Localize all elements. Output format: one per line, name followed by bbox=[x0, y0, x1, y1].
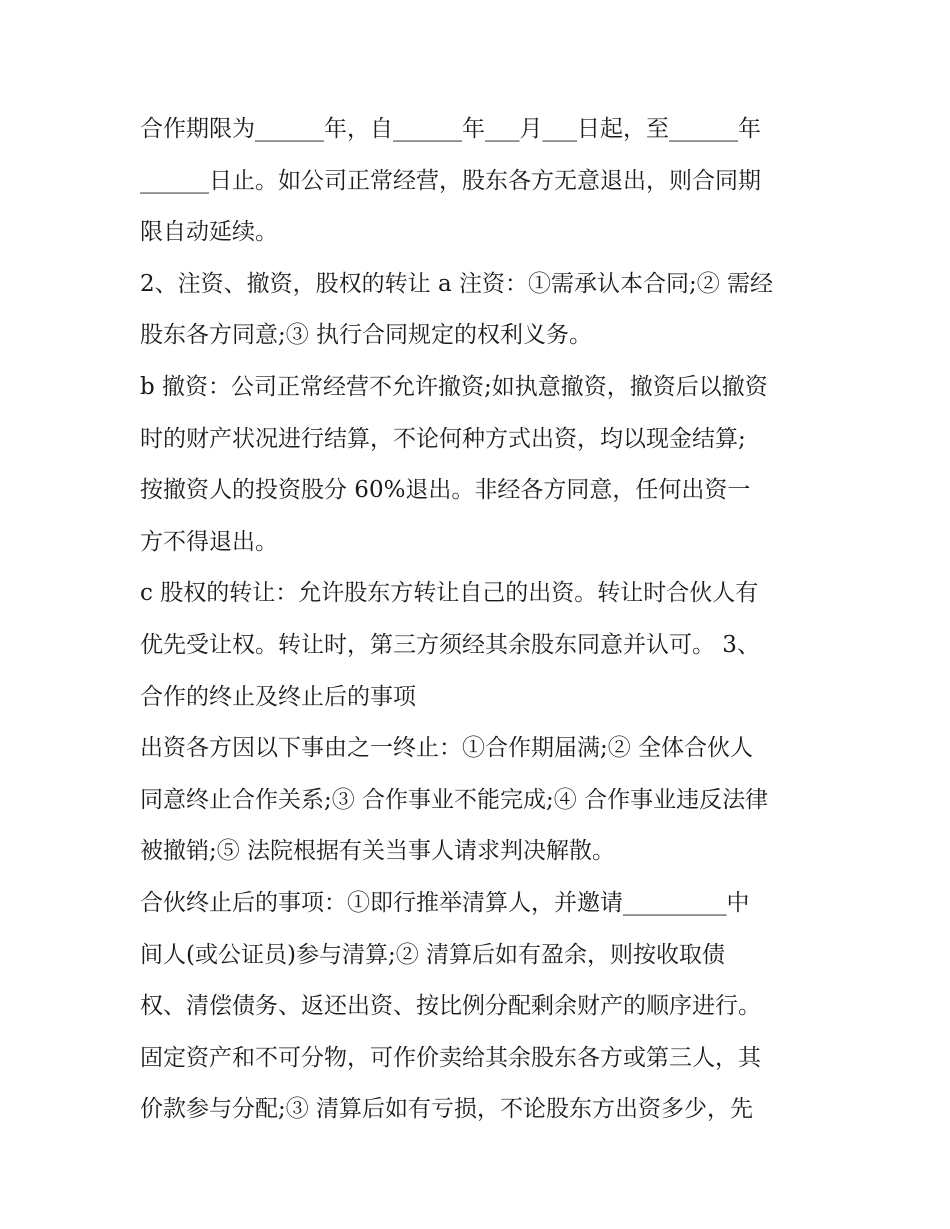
text-line: ______日止。如公司正常经营，股东各方无意退出，则合同期 bbox=[140, 167, 761, 194]
text-line: 权、清偿债务、返还出资、按比例分配剩余财产的顺序进行。 bbox=[140, 993, 761, 1020]
text-line: 股东各方同意;③ 执行合同规定的权利义务。 bbox=[140, 322, 593, 349]
text-line: 合作期限为______年，自______年___月___日起，至______年 bbox=[140, 116, 761, 142]
text-line: 被撤销;⑤ 法院根据有关当事人请求判决解散。 bbox=[140, 838, 616, 865]
text-line: 合作的终止及终止后的事项 bbox=[140, 683, 416, 710]
text-line: 同意终止合作关系;③ 合作事业不能完成;④ 合作事业违反法律 bbox=[140, 786, 769, 813]
text-line: 优先受让权。转让时，第三方须经其余股东同意并认可。 3、 bbox=[140, 631, 760, 658]
text-line: 时的财产状况进行结算，不论何种方式出资，均以现金结算; bbox=[140, 425, 746, 452]
text-line: b 撤资：公司正常经营不允许撤资;如执意撤资，撤资后以撤资 bbox=[140, 373, 768, 400]
text-line: 出资各方因以下事由之一终止：①合作期届满;② 全体合伙人 bbox=[140, 735, 754, 762]
text-line: 2、注资、撤资，股权的转让 a 注资：①需承认本合同;② 需经 bbox=[140, 270, 774, 297]
text-line: c 股权的转让：允许股东方转让自己的出资。转让时合伙人有 bbox=[140, 580, 759, 607]
text-line: 按撤资人的投资股分 60%退出。非经各方同意，任何出资一 bbox=[140, 477, 751, 504]
text-line: 固定资产和不可分物，可作价卖给其余股东各方或第三人，其 bbox=[140, 1044, 761, 1071]
text-line: 方不得退出。 bbox=[140, 528, 278, 555]
text-line: 合伙终止后的事项：①即行推举清算人，并邀请_________中 bbox=[140, 889, 750, 916]
text-line: 价款参与分配;③ 清算后如有亏损，不论股东方出资多少，先 bbox=[140, 1096, 754, 1123]
contract-body-text bbox=[140, 104, 820, 1136]
text-line: 间人(或公证员)参与清算;② 清算后如有盈余，则按收取债 bbox=[140, 941, 726, 968]
text-line: 限自动延续。 bbox=[140, 219, 278, 246]
